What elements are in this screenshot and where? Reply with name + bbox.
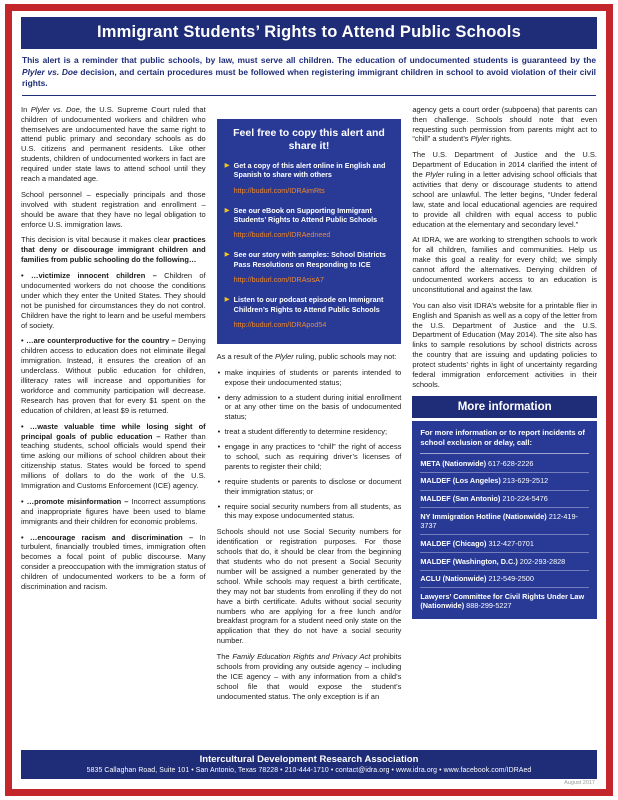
paragraph-school-personnel: School personnel – especially principals and those involved with student registration and enrollment – should be aware that they have no legal obligation to enforce U.S. immigration laws. [21, 189, 206, 229]
bullet-heading: …are counterproductive for the country – [26, 336, 179, 346]
text-run: , the U.S. Supreme Court ruled that children of undocumented workers and children who themselves are undocumented have the same right to attend public primary and secondary schools as do U.S. citizens and permanent residents. Like other students, children of undocumented workers in fact are required under state laws to attend school until they reach a mandated age. [21, 104, 206, 184]
practice-bullet-counterproductive [21, 336, 206, 415]
contact-org: Lawyers’ Committee for Civil Rights Under Law (Nationwide) [420, 591, 585, 611]
practice-bullet-racism [21, 533, 206, 592]
contact-row [420, 588, 589, 614]
contact-org: MALDEF (Los Angeles) [420, 476, 501, 486]
paragraph-website-resources: You can also visit IDRA’s website for a printable flier in English and Spanish as well as a copy of the letter from the U.S. Department of Justice and the U.S. Department of Education (May 2014). The site also has links to sample resolutions by school districts across the country that are issuing and updating policies to protect students’ rights in light of uncertainty regarding federal immigration enforcement activities in their schools. [412, 300, 597, 389]
contact-phone: 210-224-5476 [502, 494, 548, 504]
share-item-url[interactable]: http://budurl.com/IDRApod54 [233, 319, 327, 329]
law-name: Family Education Rights and Privacy Act [232, 652, 371, 662]
text-run: The [216, 652, 233, 662]
text-run: In [21, 104, 31, 114]
paragraph-may-not-intro [217, 352, 402, 362]
three-column-body [21, 105, 597, 746]
paragraph-idra-mission: At IDRA, we are working to strengthen schools to work for all children, families and communities. Help us make this goal a reality for every child; we simply cannot afford the alternatives. Denying children of undocumented workers access to an education is unconstitutional and against the law. [412, 235, 597, 294]
case-name: Plyler vs. Doe [30, 104, 80, 114]
middle-column [217, 105, 402, 746]
paragraph-decision-vital [21, 235, 206, 265]
may-not-item: • require students or parents to disclose or document their immigration status; or [217, 477, 402, 497]
may-not-item: • require social security numbers from all students, as this may expose undocumented status. [217, 502, 402, 522]
contact-row [420, 455, 589, 473]
may-not-list [217, 368, 402, 522]
footer-address: 5835 Callaghan Road, Suite 101 • San Antonio, Texas 78228 • 210-444-1710 • contact@idra.org • www.idra.org • www.facebook.com/IDRAed [86, 767, 532, 774]
contact-phone: 202-293-2828 [519, 556, 566, 566]
contact-org: MALDEF (San Antonio) [420, 494, 501, 504]
text-run: rights. [489, 134, 512, 144]
share-link-item [225, 206, 394, 243]
page-title: Immigrant Students’ Rights to Attend Public Schools [21, 17, 597, 49]
footer-organization: Intercultural Development Research Association [199, 754, 419, 765]
bullet-text: In turbulent, financially troubled times, immigration often becomes a focal point of public discourse. Many consider a preoccupation with the immigration status of children of undocumented workers to be a form of discrimination and racism. [21, 532, 206, 591]
bullet-text: Incorrect assumptions and inappropriate figures have been used to blame immigrants and their children for economic problems. [21, 496, 206, 526]
contact-box [412, 421, 597, 619]
bullet-heading: …encourage racism and discrimination – [29, 532, 200, 542]
contact-row [420, 571, 589, 589]
share-link-item [225, 161, 394, 198]
date-note: August 2017 [564, 780, 595, 786]
contact-row [420, 491, 589, 509]
paragraph-ssn: Schools should not use Social Security numbers for identification or registration purposes. For those schools that do, it should be clear from the beginning that students who do not present a Social Security number will be assigned a number generated by the school. While schools may request a birth certificate, they may not bar students from enrolling if they do not have a birth certificate. Adults without social security numbers who are applying for a free lunch and/or breakfast program for a student need only state on the application that they do not have a social security number. [216, 527, 402, 646]
bullet-text: Children of undocumented workers do not choose the conditions under which they enter the United States. They should not be punished for circumstances they do not control. Children have the right to learn and be useful members of society. [21, 271, 206, 330]
text-run: The U.S. Department of Justice and the U.S. Department of Education in 2014 clarified the intent of the [412, 150, 597, 180]
contact-phone: 212-549-2500 [488, 574, 534, 584]
contact-phone: 212-419-3737 [420, 511, 578, 531]
contact-row [420, 553, 589, 571]
contact-org: MALDEF (Chicago) [420, 538, 487, 548]
footer [21, 750, 597, 779]
intro-text-2: decision, and certain procedures must be followed when registering immigrant children in school to avoid violation of their civil rights. [22, 66, 596, 89]
share-item-url[interactable]: http://budurl.com/IDRAimRts [233, 185, 325, 195]
text-run: This decision is vital because it makes clear [21, 235, 173, 245]
contact-phone: 617-628-2226 [488, 458, 534, 468]
bullet-heading: …waste valuable time while losing sight of principal goals of public education – [21, 421, 206, 441]
share-item-body [234, 295, 394, 332]
arrow-bullet-icon: ▶ [224, 162, 230, 170]
share-box [217, 119, 402, 344]
arrow-bullet-icon: ▶ [224, 296, 230, 304]
share-item-label: Get a copy of this alert online in English and Spanish to share with others [233, 161, 386, 180]
contact-row [420, 535, 589, 553]
share-item-label: See our story with samples: School Districts Pass Resolutions on Responding to ICE [233, 250, 386, 269]
intro-text: This alert is a reminder that public schools, by law, must serve all children. The education of undocumented students is guaranteed by the [22, 55, 596, 65]
may-not-item: • deny admission to a student during initial enrollment or at any other time on the basis of undocumented status; [217, 393, 402, 423]
paragraph-court-order [412, 105, 597, 145]
share-item-url[interactable]: http://budurl.com/IDRAedneed [233, 230, 331, 240]
contact-org: ACLU (Nationwide) [420, 574, 487, 584]
paragraph-ferpa [217, 652, 402, 701]
share-item-body [234, 161, 394, 198]
share-item-body [234, 250, 394, 287]
share-item-url[interactable]: http://budurl.com/IDRAsisA7 [233, 275, 324, 285]
right-column [412, 105, 597, 746]
practice-bullet-waste-time [21, 422, 206, 491]
contact-org: NY Immigration Hotline (Nationwide) [420, 511, 547, 521]
case-name: Plyler [470, 134, 490, 144]
intro-paragraph [22, 55, 596, 96]
share-item-label: See our eBook on Supporting Immigrant Students’ Rights to Attend Public Schools [233, 205, 378, 225]
case-name: Plyler [275, 351, 294, 361]
share-box-title: Feel free to copy this alert and share it! [233, 126, 385, 152]
share-item-label: Listen to our podcast episode on Immigrant Children’s Rights to Attend Public Schools [233, 295, 384, 314]
contact-phone: 213-629-2512 [502, 476, 549, 486]
bold-text-run: practices that deny or discourage immigrant children and families from public schooling do the following… [21, 235, 206, 265]
left-column [21, 105, 206, 746]
text-run: ruling in a letter advising school officials that activities that deny or discourage students to attend school are unlawful. The letter begins, “Under federal law, state and local educational agencies are required to provide all children with equal access to public education at the elementary and secondary level.” [412, 170, 597, 229]
bullet-text: Denying children access to education does not eliminate illegal immigration. Instead, it ensures the creation of an underclass. Without public education for children, illiteracy rates will increase and opportunities for workforce and community participation will decrease. Research has proven that for every $1 spent on the education of children, at least $9 is returned. [21, 336, 206, 415]
share-item-body [234, 206, 394, 243]
more-information-header: More information [412, 396, 597, 418]
practice-bullet-misinformation [21, 497, 206, 527]
text-run: prohibits schools from providing any outside agency – including the ICE agency – with any information from a child’s school file that would expose the student’s undocumented status. The only exception is if an [216, 652, 402, 701]
red-frame [5, 4, 613, 796]
case-name: Plyler [425, 170, 445, 180]
share-link-item [225, 250, 394, 287]
paragraph-doj-letter [412, 150, 597, 229]
share-link-item [225, 295, 394, 332]
contact-org: MALDEF (Washington, D.C.) [420, 556, 518, 566]
contact-phone: 312-427-0701 [488, 538, 534, 548]
contact-org: META (Nationwide) [420, 458, 487, 468]
contact-row [420, 508, 589, 535]
contact-row [420, 473, 589, 491]
text-run: ruling, public schools may not: [293, 351, 397, 361]
may-not-item: • engage in any practices to “chill” the right of access to school, such as requiring driver’s licenses of parents to register their child; [217, 442, 402, 472]
arrow-bullet-icon: ▶ [224, 251, 230, 259]
bullet-heading: …victimize innocent children – [30, 271, 165, 281]
intro-case-name: Plyler vs. Doe [22, 66, 78, 77]
contact-box-heading: For more information or to report incidents of school exclusion or delay, call: [420, 428, 589, 455]
text-run: As a result of the [216, 351, 276, 361]
may-not-item: • treat a student differently to determine residency; [217, 427, 402, 437]
may-not-item: • make inquiries of students or parents intended to expose their undocumented status; [217, 368, 402, 388]
practice-bullet-victimize [21, 271, 206, 330]
bullet-heading: …promote misinformation – [26, 496, 132, 506]
arrow-bullet-icon: ▶ [224, 206, 230, 214]
text-run: agency gets a court order (subpoena) that parents can then challenge. Schools should note that even requesting such permission from parents might act to “chill” a student’s [412, 104, 597, 144]
paragraph-plyler-ruling [21, 105, 206, 184]
bullet-text: Rather than teaching students, school officials would spend their time asking our millions of school children about their citizenship status. States would be forced to spend millions of dollars to do the work of the U.S. Immigration and Customs Enforcement (ICE) agency. [21, 431, 206, 490]
contact-phone: 888-299-5227 [466, 601, 512, 611]
